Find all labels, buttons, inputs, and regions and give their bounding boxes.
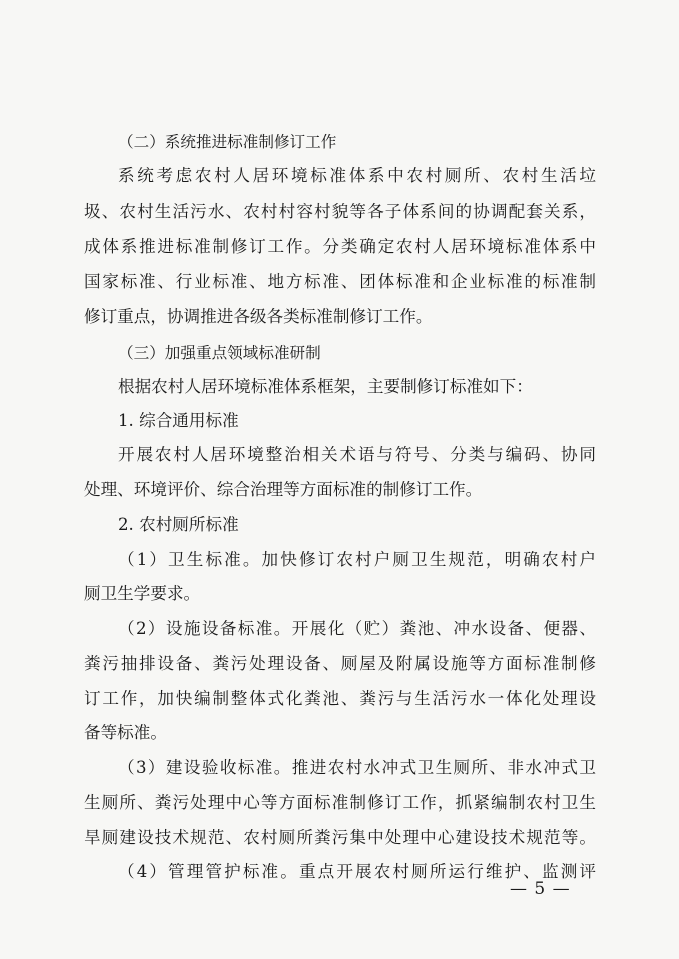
subsection-heading-1: 1. 综合通用标准 bbox=[118, 411, 239, 430]
paragraph-line: 厕卫生学要求。 bbox=[84, 584, 201, 603]
paragraph-line: 成体系推进标准制修订工作。分类确定农村人居环境标准体系中 bbox=[84, 237, 596, 256]
subsection-heading-2: 2. 农村厕所标准 bbox=[118, 515, 239, 534]
paragraph-line: 生厕所、粪污处理中心等方面标准制修订工作，抓紧编制农村卫生 bbox=[84, 793, 596, 812]
section-heading-3: （三）加强重点领域标准研制 bbox=[118, 344, 321, 362]
paragraph-line: （4）管理管护标准。重点开展农村厕所运行维护、监测评 bbox=[118, 862, 596, 881]
paragraph-line: （1）卫生标准。加快修订农村户厕卫生规范，明确农村户 bbox=[118, 550, 596, 569]
paragraph-line: 订工作，加快编制整体式化粪池、粪污与生活污水一体化处理设 bbox=[84, 689, 596, 708]
paragraph-line: 修订重点，协调推进各级各类标准制修订工作。 bbox=[84, 307, 433, 326]
paragraph-line: 圾、农村生活污水、农村村容村貌等各子体系间的协调配套关系， bbox=[84, 202, 596, 221]
paragraph-line: 旱厕建设技术规范、农村厕所粪污集中处理中心建设技术规范等。 bbox=[84, 828, 596, 847]
section-heading-2: （二）系统推进标准制修订工作 bbox=[118, 133, 337, 151]
paragraph-line: （2）设施设备标准。开展化（贮）粪池、冲水设备、便器、 bbox=[118, 619, 596, 638]
paragraph-line: 处理、环境评价、综合治理等方面标准的制修订工作。 bbox=[84, 480, 483, 499]
page-number: — 5 — bbox=[510, 879, 571, 899]
paragraph-line: 系统考虑农村人居环境标准体系中农村厕所、农村生活垃 bbox=[118, 166, 596, 185]
paragraph-line: 开展农村人居环境整治相关术语与符号、分类与编码、协同 bbox=[118, 445, 596, 464]
paragraph-line: 根据农村人居环境标准体系框架，主要制修订标准如下： bbox=[118, 377, 533, 396]
paragraph-line: 国家标准、行业标准、地方标准、团体标准和企业标准的标准制 bbox=[84, 272, 596, 291]
paragraph-line: 粪污抽排设备、粪污处理设备、厕屋及附属设施等方面标准制修 bbox=[84, 654, 596, 673]
paragraph-line: （3）建设验收标准。推进农村水冲式卫生厕所、非水冲式卫 bbox=[118, 758, 596, 777]
paragraph-line: 备等标准。 bbox=[84, 723, 167, 742]
